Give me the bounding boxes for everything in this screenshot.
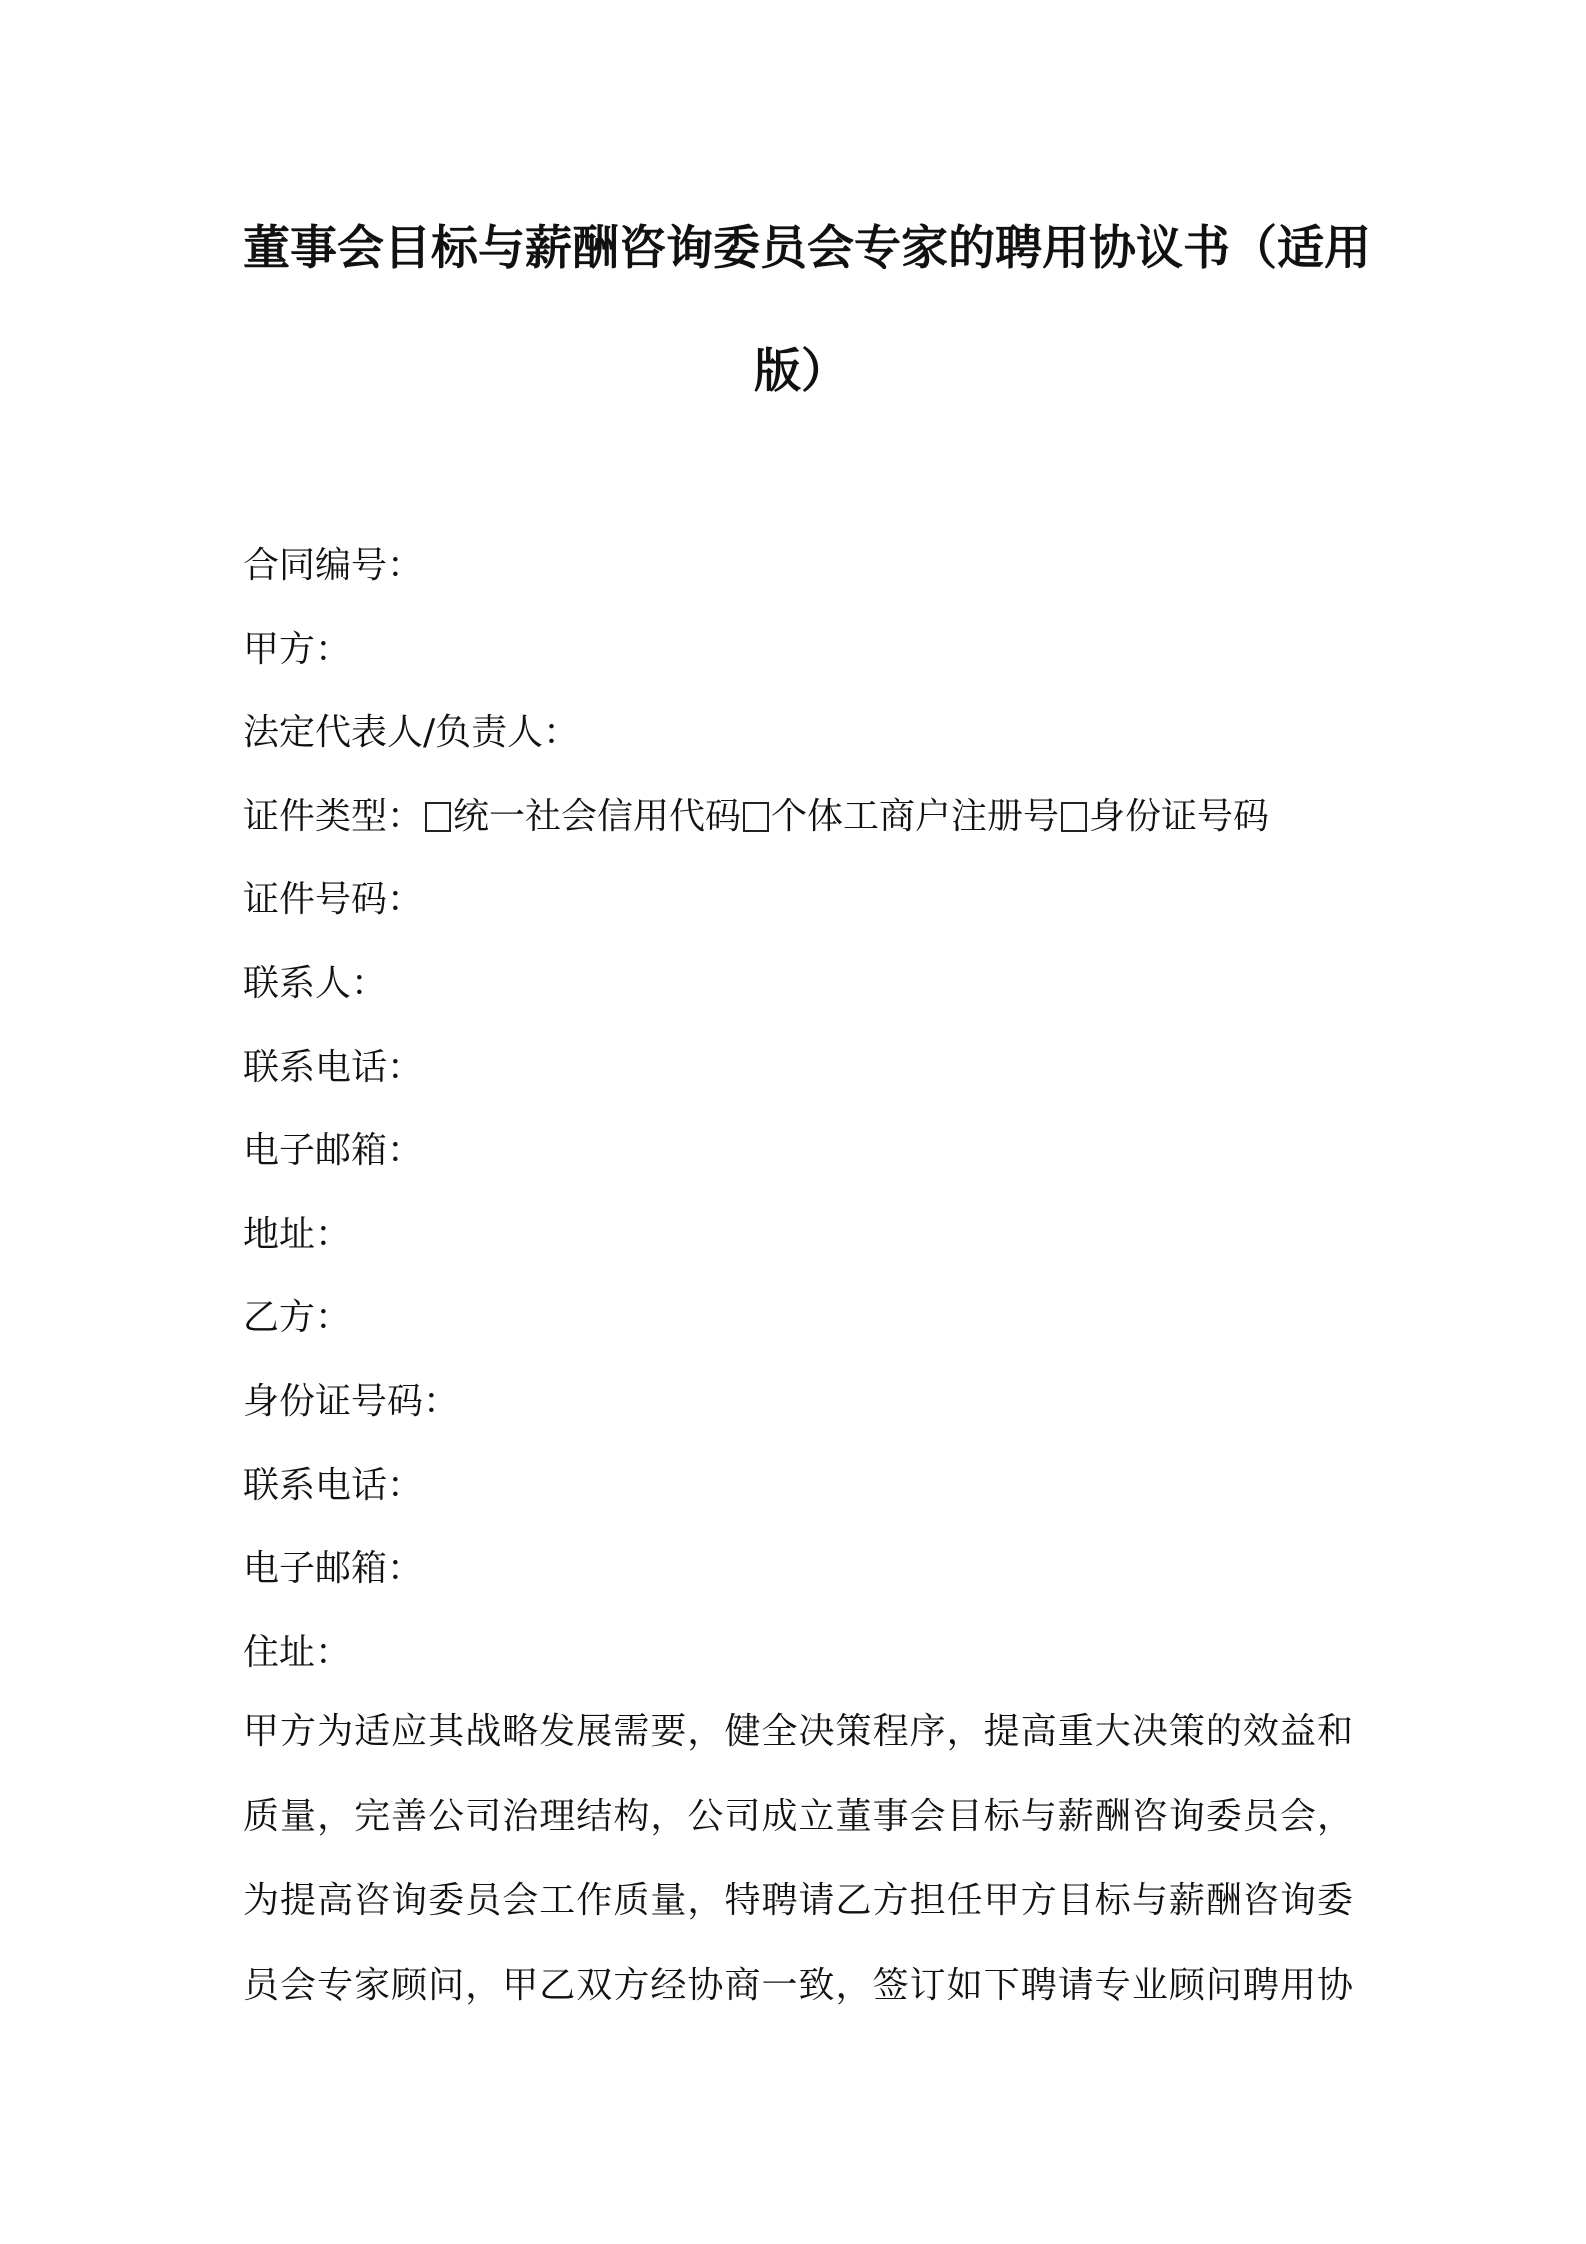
id-type-option-credit-code: 统一社会信用代码 bbox=[453, 795, 742, 837]
legal-representative-label: 法定代表人/负责人： bbox=[243, 712, 580, 754]
document-title-line-1: 董事会目标与薪酬咨询委员会专家的聘用协议书（适用 bbox=[243, 221, 1371, 276]
contact-person-label: 联系人： bbox=[243, 962, 388, 1004]
preamble-paragraph bbox=[243, 1706, 1363, 2044]
party-b-email-label: 电子邮箱： bbox=[243, 1548, 424, 1590]
party-a-phone-label: 联系电话： bbox=[243, 1046, 424, 1088]
id-number-label: 证件号码： bbox=[243, 879, 424, 921]
paragraph-line: 质量，完善公司治理结构，公司成立董事会目标与薪酬咨询委员会， bbox=[243, 1795, 1353, 1837]
paragraph-line: 员会专家顾问，甲乙双方经协商一致，签订如下聘请专业顾问聘用协 bbox=[243, 1964, 1353, 2006]
party-b-residence-label: 住址： bbox=[243, 1631, 352, 1673]
party-a-label: 甲方： bbox=[243, 628, 352, 670]
document-title-line-2: 版） bbox=[754, 344, 848, 399]
paragraph-line: 为提高咨询委员会工作质量，特聘请乙方担任甲方目标与薪酬咨询委 bbox=[243, 1880, 1353, 1921]
paragraph-line: 甲方为适应其战略发展需要，健全决策程序，提高重大决策的效益和 bbox=[243, 1711, 1353, 1752]
id-type-label: 证件类型： bbox=[243, 795, 424, 837]
id-type-option-id-card: 身份证号码 bbox=[1089, 795, 1270, 837]
party-b-phone-label: 联系电话： bbox=[243, 1464, 424, 1506]
id-type-row bbox=[243, 791, 1363, 875]
party-b-label: 乙方： bbox=[243, 1297, 352, 1339]
party-a-email-label: 电子邮箱： bbox=[243, 1130, 424, 1172]
checkbox-business-registration[interactable] bbox=[743, 802, 769, 832]
checkbox-credit-code[interactable] bbox=[425, 802, 451, 832]
party-a-address-label: 地址： bbox=[243, 1213, 352, 1255]
party-b-id-number-label: 身份证号码： bbox=[243, 1380, 460, 1422]
contract-number-label: 合同编号： bbox=[243, 545, 424, 586]
id-type-option-business-registration: 个体工商户注册号 bbox=[771, 795, 1060, 837]
party-info-fields bbox=[243, 540, 1363, 1710]
checkbox-id-card[interactable] bbox=[1061, 802, 1087, 832]
